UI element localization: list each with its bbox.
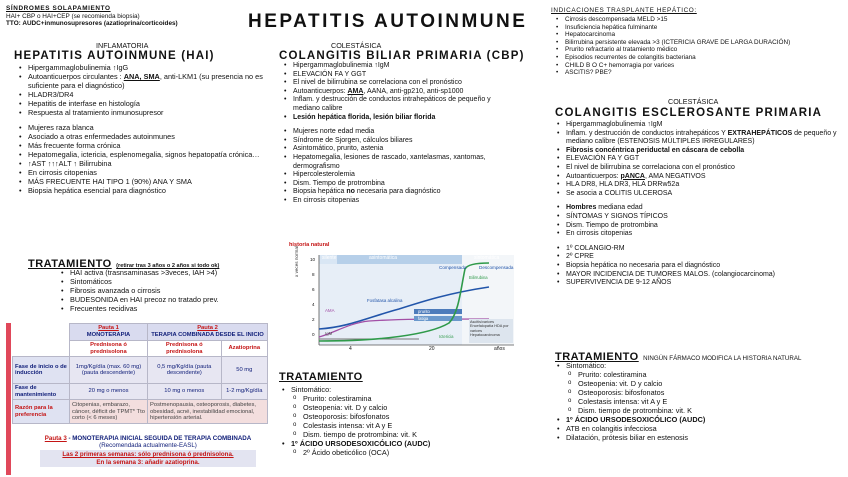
list-item: • ELEVACIÓN FA Y GGT bbox=[556, 155, 844, 164]
list-item: • Mujeres raza blanca bbox=[18, 123, 268, 132]
y-tick: 6 bbox=[312, 287, 315, 292]
cell: 1-2 mg/Kg/día bbox=[221, 384, 267, 400]
list-item: • Hepatomegalia, ictericia, esplenomegalia, signos hepatopatía crónica… bbox=[18, 150, 268, 159]
list-item: o Prurito: colestiramina bbox=[556, 370, 844, 379]
cbp-title: COLANGITIS BILIAR PRIMARIA (CBP) bbox=[279, 50, 525, 62]
table-accent-bar bbox=[6, 323, 11, 475]
list-item: • HLADR3/DR4 bbox=[18, 90, 268, 99]
phase-label: Compensada bbox=[439, 265, 467, 270]
list-item: • CHILD B O C+ hemorragia por varices bbox=[555, 62, 845, 70]
pauta3-line-1: Las 2 primeras semanas: sólo prednisona ó prednisolona. bbox=[62, 451, 234, 459]
hai-features bbox=[18, 63, 268, 195]
list-item: • Hepatocarcinoma bbox=[555, 31, 845, 39]
pauta1-head: Pauta 1 bbox=[98, 325, 119, 332]
pred-col-2: Prednisona ó prednisolona bbox=[148, 341, 222, 357]
y-tick: 10 bbox=[310, 257, 316, 262]
cell: Citopenias, embarazo, cáncer, déficit de TPMT* Tto corto (< 6 meses) bbox=[70, 400, 148, 424]
list-item: • Dism. Tiempo de protrombina bbox=[283, 180, 519, 189]
list-item: o Prurito: colestiramina bbox=[281, 394, 521, 403]
row-preference: Razón para la preferencia bbox=[13, 400, 70, 424]
curve-label: Ictericia bbox=[439, 334, 454, 339]
list-item: • Autoanticuerpos: AMA, AANA, anti-gp210, anti-sp1000 bbox=[283, 88, 519, 97]
list-item: • Hipergammaglobulinemia ↑IgM bbox=[283, 62, 519, 71]
list-item: • MÁS FRECUENTE HAI TIPO 1 (90%) ANA Y SMA bbox=[18, 177, 268, 186]
list-item: • HLA DR8, HLA DR3, HLA DRRw52a bbox=[556, 181, 844, 190]
pauta3-sub: (Recomendada actualmente-EASL) bbox=[99, 442, 197, 450]
overlap-line-1: HAI+ CBP o HAI+CEP (se recomienda biopsia) bbox=[6, 12, 140, 20]
row-maintenance: Fase de mantenimiento bbox=[13, 384, 70, 400]
phase-label: Descompensada bbox=[479, 265, 514, 270]
list-item: • En cirrosis citopenias bbox=[556, 230, 844, 239]
list-item: • Sintomáticos bbox=[60, 277, 275, 286]
curve-label: AMA bbox=[325, 308, 335, 313]
row-induction: Fase de inicio o de inducción bbox=[13, 357, 70, 384]
curve-label: fatiga bbox=[418, 316, 429, 321]
list-item: • Dism. Tiempo de protrombina bbox=[556, 222, 844, 231]
pauta3-head: Pauta 3 bbox=[44, 435, 67, 442]
list-item: • 1º ÁCIDO URSODESOXICÓLICO (AUDC) bbox=[556, 415, 844, 424]
pauta3-block bbox=[30, 435, 266, 467]
list-item: • BUDESONIDA en HAI precoz no tratado prev. bbox=[60, 295, 275, 304]
y-axis-label: x veces normal bbox=[294, 246, 299, 277]
cbp-treatment-list bbox=[281, 385, 521, 457]
overlap-line-2: TTO: AUDC+inmunosupresores (azatioprina/corticoides) bbox=[6, 20, 178, 28]
pauta3-text: - MONOTERAPIA INICIAL SEGUIDA DE TERAPIA COMBINADA bbox=[66, 435, 252, 442]
list-item: • Sintomático: bbox=[281, 385, 521, 394]
list-item: • Inflam. y destrucción de conductos intrahepáticos de pequeño y mediano calibre bbox=[283, 96, 519, 113]
cell: 0,5 mg/Kg/día (pauta descendente) bbox=[148, 357, 222, 384]
list-item: • Biopsia hepática no necesaria para el diagnóstico bbox=[556, 262, 844, 271]
cbp-treatment-title: TRATAMIENTO bbox=[279, 371, 363, 383]
list-item: • Hipercolesterolemia bbox=[283, 171, 519, 180]
transplant-list bbox=[555, 16, 845, 77]
cep-features bbox=[556, 121, 844, 288]
list-item: • 1º ÁCIDO URSODESOXICÓLICO (AUDC) bbox=[281, 439, 521, 448]
y-tick: 4 bbox=[312, 302, 315, 307]
phase-label: asintomática bbox=[369, 255, 398, 261]
list-item: • Frecuentes recidivas bbox=[60, 304, 275, 313]
hai-treatment-list bbox=[60, 268, 275, 313]
natural-history-svg bbox=[289, 247, 517, 355]
list-item: • Hipergammaglobulinemia ↑IgG bbox=[18, 63, 268, 72]
list-item: • Asociado a otras enfermedades autoinmunes bbox=[18, 132, 268, 141]
list-item: • Prurito refractario al tratamiento médico bbox=[555, 46, 845, 54]
complications-label: Ascitis/varices Encefalopatía HDA por varices Hepatocarcinoma bbox=[470, 320, 509, 338]
overlap-syndromes bbox=[6, 5, 206, 28]
cell: 1mg/Kg/día (max. 60 mg) (pauta descendente) bbox=[70, 357, 148, 384]
list-item: • ↑AST ↑↑↑ALT ↑ Bilirrubina bbox=[18, 159, 268, 168]
list-item: • Fibrosis concéntrica periductal en cáscara de cebolla bbox=[556, 147, 844, 156]
cell: Postmenopausia, osteoporosis, diabetes, obesidad, acné, inestabilidad emocional, hipertensión arterial. bbox=[148, 400, 268, 424]
curve-label: prurito bbox=[418, 309, 430, 314]
x-tick: años bbox=[494, 346, 505, 352]
list-item: o Dism. tiempo de protrombina: vit. K bbox=[556, 406, 844, 415]
cep-tag: COLESTÁSICA bbox=[668, 97, 719, 106]
list-item: • SUPERVIVENCIA DE 9-12 AÑOS bbox=[556, 279, 844, 288]
y-tick: 8 bbox=[312, 272, 315, 277]
curve-label: Fosfatasa alcalina bbox=[367, 298, 403, 303]
pauta2-head: Pauta 2 bbox=[197, 325, 218, 332]
list-item: • Fibrosis avanzada o cirrosis bbox=[60, 286, 275, 295]
list-item: o 2º Ácido obeticólico (OCA) bbox=[281, 448, 521, 457]
list-item: • ELEVACIÓN FA Y GGT bbox=[283, 71, 519, 80]
cell: 20 mg o menos bbox=[70, 384, 148, 400]
therapy-grid bbox=[12, 323, 268, 424]
cell: 10 mg o menos bbox=[148, 384, 222, 400]
cep-treatment-list bbox=[556, 361, 844, 442]
list-item: o Dism. tiempo de protrombina: vit. K bbox=[281, 430, 521, 439]
list-item: • Inflam. y destrucción de conductos intrahepáticos Y EXTRAHEPÁTICOS de pequeño y mediano calibre (ESTENOSIS MÚLTIPLES IRREGULARES) bbox=[556, 130, 844, 147]
page-title: HEPATITIS AUTOINMUNE bbox=[248, 11, 528, 32]
list-item: o Osteopenia: vit. D y calcio bbox=[556, 379, 844, 388]
list-item: o Colestasis intensa: vit A y E bbox=[556, 397, 844, 406]
list-item: • MAYOR INCIDENCIA DE TUMORES MALOS. (colangiocarcinoma) bbox=[556, 271, 844, 280]
list-item: • Se asocia a COLITIS ULCEROSA bbox=[556, 190, 844, 199]
list-item: • Lesión hepática florida, lesión biliar florida bbox=[283, 114, 519, 123]
list-item: • SÍNTOMAS Y SIGNOS TÍPICOS bbox=[556, 213, 844, 222]
hai-bullets-1 bbox=[18, 63, 268, 195]
pauta2-sub: TERAPIA COMBINADA DESDE EL INICIO bbox=[151, 332, 264, 338]
x-tick: 20 bbox=[429, 346, 435, 352]
cbp-tag: COLESTÁSICA bbox=[331, 41, 382, 50]
list-item: o Osteoporosis: bifosfonatos bbox=[556, 388, 844, 397]
phase-label: silente bbox=[322, 255, 337, 261]
pred-col-1: Prednisona ó prednisolona bbox=[70, 341, 148, 357]
y-tick: 0 bbox=[312, 332, 315, 337]
list-item: o Colestasis intensa: vit A y E bbox=[281, 421, 521, 430]
hai-title: HEPATITIS AUTOINMUNE (HAI) bbox=[14, 50, 215, 62]
hai-tag: INFLAMATORIA bbox=[96, 41, 149, 50]
list-item: • Dilatación, prótesis biliar en estenosis bbox=[556, 433, 844, 442]
list-item: • Mujeres norte edad media bbox=[283, 128, 519, 137]
list-item: • Hepatitis de interfase en histología bbox=[18, 99, 268, 108]
list-item: o Osteopenia: vit. D y calcio bbox=[281, 403, 521, 412]
list-item: • El nivel de bilirrubina se correlaciona con el pronóstico bbox=[283, 79, 519, 88]
therapy-table bbox=[6, 323, 268, 475]
pauta3-line-2: En la semana 3: añadir azatioprina. bbox=[96, 458, 200, 466]
graph-title: historia natural bbox=[289, 242, 330, 248]
y-tick: 2 bbox=[312, 317, 315, 322]
overlap-title: SÍNDROMES SOLAPAMIENTO bbox=[6, 5, 111, 12]
hai-treatment-title: TRATAMIENTO bbox=[28, 258, 112, 270]
list-item: o Osteoporosis: bifosfonatos bbox=[281, 412, 521, 421]
transplant-title: INDICACIONES TRASPLANTE HEPÁTICO: bbox=[551, 7, 697, 14]
curve-label: IgM bbox=[325, 331, 333, 336]
list-item: • El nivel de bilirrubina se correlaciona con el pronóstico bbox=[556, 164, 844, 173]
list-item: • Hipergammaglobulinemia ↑IgM bbox=[556, 121, 844, 130]
list-item: • Hepatomegalia, lesiones de rascado, xantelasmas, xantomas, dermografismo bbox=[283, 154, 519, 171]
list-item: • HAI activa (trasnsaminasas >3veces, IAH >4) bbox=[60, 268, 275, 277]
list-item: • ATB en colangitis infecciosa bbox=[556, 424, 844, 433]
list-item: • Más frecuente forma crónica bbox=[18, 141, 268, 150]
list-item: • Biopsia hepática esencial para diagnóstico bbox=[18, 186, 268, 195]
list-item: • Cirrosis descompensada MELD >15 bbox=[555, 16, 845, 24]
list-item: • Autoanticuerpos circulantes : ANA, SMA, anti-LKM1 (su presencia no es suficiente para el diagnóstico) bbox=[18, 72, 268, 90]
list-item: • 2º CPRE bbox=[556, 253, 844, 262]
x-tick: 4 bbox=[349, 346, 352, 352]
cep-treatment-note: NINGÚN FÁRMACO MODIFICA LA HISTORIA NATURAL bbox=[643, 355, 802, 362]
cbp-features bbox=[283, 62, 519, 206]
curve-label: Bilirrubina bbox=[469, 275, 488, 280]
list-item: • Bilirrubina persistente elevada >3 (ICTERICIA GRAVE DE LARGA DURACIÓN) bbox=[555, 39, 845, 47]
natural-history-graph bbox=[289, 242, 517, 355]
pauta1-sub: MONOTERAPIA bbox=[86, 332, 131, 338]
list-item: • Autoanticuerpos: pANCA, AMA NEGATIVOS bbox=[556, 173, 844, 182]
list-item: • Episodios recurrentes de colangitis bacteriana bbox=[555, 54, 845, 62]
list-item: • Sintomático: bbox=[556, 361, 844, 370]
list-item: • Asintomático, prurito, astenia bbox=[283, 145, 519, 154]
hai-treatment-note: (retirar tras 3 años o 2 años si todo ok) bbox=[116, 263, 220, 269]
list-item: • Hombres mediana edad bbox=[556, 204, 844, 213]
aza-col: Azatioprina bbox=[221, 341, 267, 357]
list-item: • Síndrome de Sjorgen, cálculos biliares bbox=[283, 137, 519, 146]
cep-title: COLANGITIS ESCLEROSANTE PRIMARIA bbox=[555, 107, 823, 119]
list-item: • Insuficiencia hepática fulminante bbox=[555, 24, 845, 32]
list-item: • En cirrosis citopenias bbox=[18, 168, 268, 177]
cep-treatment-title: TRATAMIENTO bbox=[555, 351, 639, 363]
list-item: • 1º COLANGIO-RM bbox=[556, 245, 844, 254]
list-item: • Biopsia hepática no necesaria para diagnóstico bbox=[283, 188, 519, 197]
list-item: • ASCITIS? PBE? bbox=[555, 69, 845, 77]
list-item: • Respuesta al tratamiento inmunosupresor bbox=[18, 108, 268, 117]
phase-label: sintomática bbox=[474, 255, 500, 261]
cell: 50 mg bbox=[221, 357, 267, 384]
list-item: • En cirrosis citopenias bbox=[283, 197, 519, 206]
